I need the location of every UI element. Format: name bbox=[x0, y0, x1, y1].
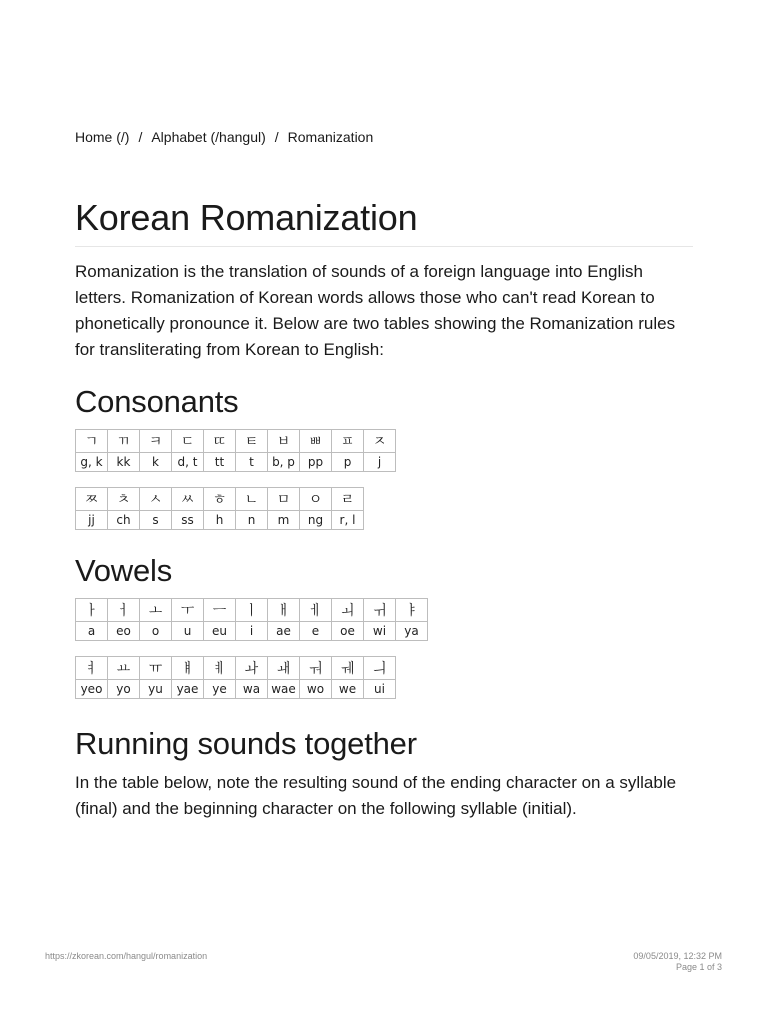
hangul-cell: ㅘ bbox=[236, 657, 268, 680]
hangul-cell: ㅡ bbox=[204, 599, 236, 622]
hangul-cell: ㅋ bbox=[140, 430, 172, 453]
running-sounds-paragraph: In the table below, note the resulting sound of the ending character on a syllable (final) and the beginning character on the following syllable (initial). bbox=[75, 773, 677, 818]
hangul-cell: ㅌ bbox=[236, 430, 268, 453]
running-sounds-heading: Running sounds together bbox=[75, 726, 417, 761]
romanization-cell: ui bbox=[364, 680, 396, 699]
romanization-cell: yae bbox=[172, 680, 204, 699]
hangul-cell: ㅐ bbox=[268, 599, 300, 622]
romanization-cell: eo bbox=[108, 622, 140, 641]
romanization-cell: wo bbox=[300, 680, 332, 699]
hangul-cell: ㅣ bbox=[236, 599, 268, 622]
hangul-cell: ㅈ bbox=[364, 430, 396, 453]
romanization-cell: n bbox=[236, 511, 268, 530]
hangul-cell: ㅠ bbox=[140, 657, 172, 680]
hangul-cell: ㅅ bbox=[140, 488, 172, 511]
romanization-cell: kk bbox=[108, 453, 140, 472]
title-divider bbox=[75, 246, 693, 247]
romanization-cell: ye bbox=[204, 680, 236, 699]
romanization-cell: r, l bbox=[332, 511, 364, 530]
hangul-cell: ㄴ bbox=[236, 488, 268, 511]
footer-meta bbox=[633, 951, 722, 973]
romanization-cell: pp bbox=[300, 453, 332, 472]
hangul-cell: ㅗ bbox=[140, 599, 172, 622]
footer-datetime: 09/05/2019, 12:32 PM bbox=[633, 951, 722, 961]
hangul-cell: ㅎ bbox=[204, 488, 236, 511]
romanization-row bbox=[76, 622, 428, 641]
hangul-cell: ㅃ bbox=[300, 430, 332, 453]
hangul-cell: ㅑ bbox=[396, 599, 428, 622]
hangul-cell: ㅔ bbox=[300, 599, 332, 622]
intro-paragraph: Romanization is the translation of sounds of a foreign language into English letters. Romanization of Korean words allows those who can't read Korean to phonetically pronounce it. Below are two tables showing the Romanization rules for transliterating from Korean to English: bbox=[75, 262, 676, 359]
romanization-cell: we bbox=[332, 680, 364, 699]
romanization-cell: oe bbox=[332, 622, 364, 641]
romanization-row bbox=[76, 511, 364, 530]
romanization-cell: g, k bbox=[76, 453, 108, 472]
hangul-cell: ㅏ bbox=[76, 599, 108, 622]
hangul-cell: ㅜ bbox=[172, 599, 204, 622]
vowels-table-1 bbox=[75, 598, 428, 641]
hangul-cell: ㄸ bbox=[204, 430, 236, 453]
hangul-cell: ㅓ bbox=[108, 599, 140, 622]
breadcrumb-current: Romanization bbox=[287, 129, 374, 145]
romanization-cell: wae bbox=[268, 680, 300, 699]
hangul-row bbox=[76, 657, 396, 680]
romanization-cell: k bbox=[140, 453, 172, 472]
hangul-cell: ㄷ bbox=[172, 430, 204, 453]
romanization-row bbox=[76, 453, 396, 472]
romanization-row bbox=[76, 680, 396, 699]
romanization-cell: t bbox=[236, 453, 268, 472]
breadcrumb-home-link[interactable]: Home (/) bbox=[75, 129, 130, 145]
romanization-cell: yeo bbox=[76, 680, 108, 699]
hangul-cell: ㅆ bbox=[172, 488, 204, 511]
hangul-cell: ㅍ bbox=[332, 430, 364, 453]
hangul-cell: ㅢ bbox=[364, 657, 396, 680]
hangul-cell: ㅊ bbox=[108, 488, 140, 511]
hangul-row bbox=[76, 488, 364, 511]
hangul-cell: ㅇ bbox=[300, 488, 332, 511]
hangul-cell: ㅖ bbox=[204, 657, 236, 680]
romanization-cell: h bbox=[204, 511, 236, 530]
romanization-cell: d, t bbox=[172, 453, 204, 472]
hangul-row bbox=[76, 599, 428, 622]
romanization-cell: a bbox=[76, 622, 108, 641]
romanization-cell: j bbox=[364, 453, 396, 472]
romanization-cell: p bbox=[332, 453, 364, 472]
hangul-cell: ㅂ bbox=[268, 430, 300, 453]
romanization-cell: m bbox=[268, 511, 300, 530]
hangul-cell: ㄹ bbox=[332, 488, 364, 511]
hangul-cell: ㅁ bbox=[268, 488, 300, 511]
romanization-cell: ya bbox=[396, 622, 428, 641]
footer-url: https://zkorean.com/hangul/romanization bbox=[45, 951, 208, 961]
hangul-cell: ㅕ bbox=[76, 657, 108, 680]
romanization-cell: ch bbox=[108, 511, 140, 530]
romanization-cell: wa bbox=[236, 680, 268, 699]
romanization-cell: i bbox=[236, 622, 268, 641]
hangul-cell: ㅙ bbox=[268, 657, 300, 680]
hangul-cell: ㅝ bbox=[300, 657, 332, 680]
breadcrumb-separator: / bbox=[138, 129, 143, 145]
romanization-cell: wi bbox=[364, 622, 396, 641]
hangul-cell: ㄱ bbox=[76, 430, 108, 453]
romanization-cell: yu bbox=[140, 680, 172, 699]
romanization-cell: o bbox=[140, 622, 172, 641]
romanization-cell: b, p bbox=[268, 453, 300, 472]
romanization-cell: ae bbox=[268, 622, 300, 641]
breadcrumb-alphabet-link[interactable]: Alphabet (/hangul) bbox=[151, 129, 266, 145]
consonants-table-2 bbox=[75, 487, 364, 530]
romanization-cell: s bbox=[140, 511, 172, 530]
hangul-cell: ㅞ bbox=[332, 657, 364, 680]
romanization-cell: ng bbox=[300, 511, 332, 530]
hangul-cell: ㅒ bbox=[172, 657, 204, 680]
romanization-cell: eu bbox=[204, 622, 236, 641]
hangul-cell: ㄲ bbox=[108, 430, 140, 453]
footer-page-number: Page 1 of 3 bbox=[675, 962, 722, 972]
romanization-cell: yo bbox=[108, 680, 140, 699]
breadcrumb bbox=[75, 129, 373, 145]
romanization-cell: tt bbox=[204, 453, 236, 472]
page-title: Korean Romanization bbox=[75, 197, 418, 238]
romanization-cell: u bbox=[172, 622, 204, 641]
hangul-row bbox=[76, 430, 396, 453]
hangul-cell: ㅚ bbox=[332, 599, 364, 622]
romanization-cell: e bbox=[300, 622, 332, 641]
consonants-heading: Consonants bbox=[75, 384, 239, 419]
hangul-cell: ㅛ bbox=[108, 657, 140, 680]
breadcrumb-separator: / bbox=[274, 129, 279, 145]
vowels-table-2 bbox=[75, 656, 396, 699]
romanization-cell: jj bbox=[76, 511, 108, 530]
romanization-cell: ss bbox=[172, 511, 204, 530]
hangul-cell: ㅟ bbox=[364, 599, 396, 622]
vowels-heading: Vowels bbox=[75, 553, 173, 588]
consonants-table-1 bbox=[75, 429, 396, 472]
hangul-cell: ㅉ bbox=[76, 488, 108, 511]
